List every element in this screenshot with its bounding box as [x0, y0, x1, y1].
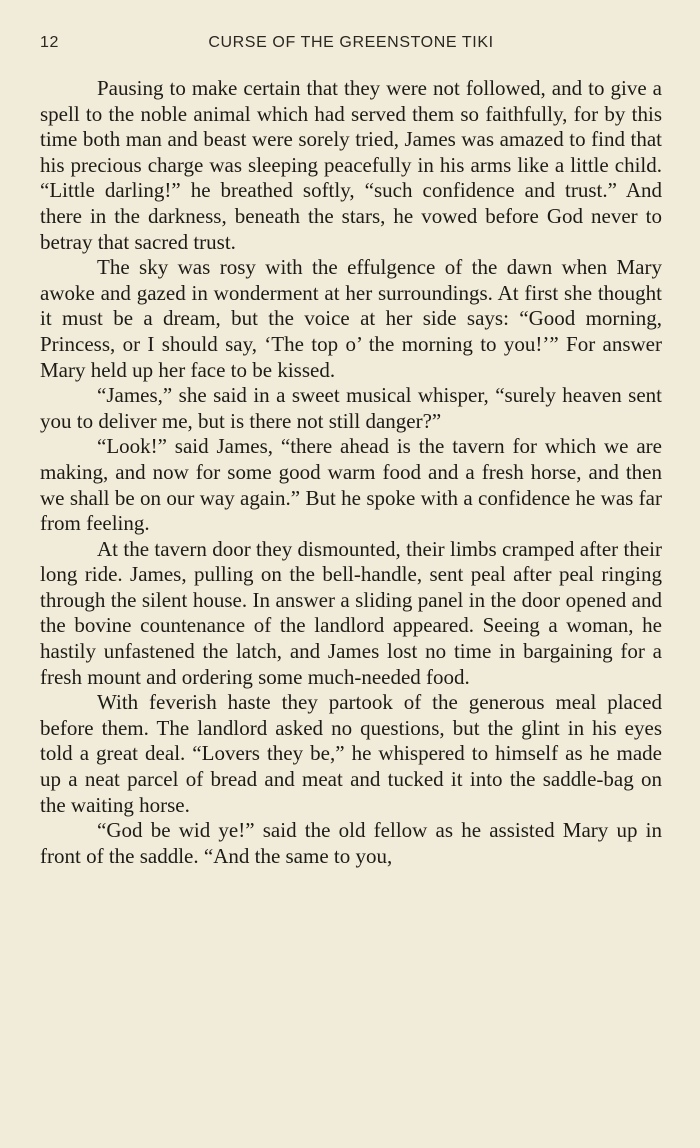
paragraph-3: “James,” she said in a sweet musical whisper, “surely heaven sent you to deliver me, but is there not still danger?”	[40, 383, 662, 433]
paragraph-6: With feverish haste they partook of the generous meal placed before them. The landlord asked no questions, but the glint in his eyes told a great deal. “Lovers they be,” he whispered to himself as he made up a neat parcel of bread and meat and tucked it into the saddle-bag on the waiting horse.	[40, 690, 662, 817]
page-header	[40, 34, 662, 56]
paragraph-7: “God be wid ye!” said the old fellow as he assisted Mary up in front of the saddle. “And the same to you,	[40, 818, 662, 868]
paragraph-2: The sky was rosy with the effulgence of the dawn when Mary awoke and gazed in wonderment at her surroundings. At first she thought it must be a dream, but the voice at her side says: “Good morning, Princess, or I should say, ‘The top o’ the morning to you!’” For answer Mary held up her face to be kissed.	[40, 255, 662, 382]
body-text	[40, 76, 662, 869]
running-title: CURSE OF THE GREENSTONE TIKI	[208, 34, 494, 51]
paragraph-5: At the tavern door they dismounted, their limbs cramped after their long ride. James, pulling on the bell-handle, sent peal after peal ringing through the silent house. In answer a sliding panel in the door opened and the bovine countenance of the landlord appeared. Seeing a woman, he hastily unfastened the latch, and James lost no time in bargaining for a fresh mount and ordering some much-needed food.	[40, 536, 662, 689]
page-number: 12	[40, 34, 59, 51]
paragraph-4: “Look!” said James, “there ahead is the tavern for which we are making, and now for some good warm food and a fresh horse, and then we shall be on our way again.” But he spoke with a confidence he was far from feeling.	[40, 434, 662, 536]
paragraph-1: Pausing to make certain that they were not followed, and to give a spell to the noble animal which had served them so faithfully, for by this time both man and beast were sorely tried, James was amazed to find that his precious charge was sleeping peacefully in his arms like a little child. “Little darling!” he breathed softly, “such confidence and trust.” And there in the darkness, beneath the stars, he vowed before God never to betray that sacred trust.	[40, 76, 662, 254]
